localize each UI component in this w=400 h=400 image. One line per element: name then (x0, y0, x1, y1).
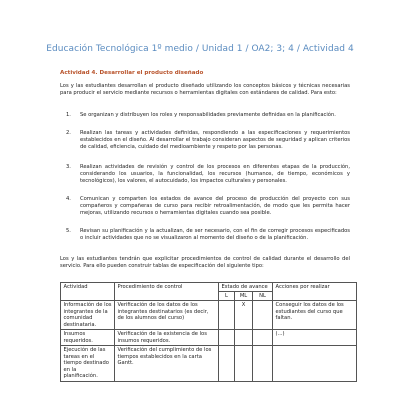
list-item-text: Realizan las tareas y actividades definidas, respondiendo a las especificaciones y requerimientos establecidos en el diseño. Al desarrollar el trabajo consideran aspectos de seguridad y aplican criterios de calidad, eficiencia, cuidado del medioambiente y respeto por las personas. (80, 130, 350, 151)
closing-paragraph: Los y las estudiantes tendrán que explicitar procedimientos de control de calidad durante el desarrollo del servicio. Para ello pueden construir tablas de especificación del siguiente tipo: (60, 256, 350, 270)
steps-list (66, 112, 350, 119)
cell-actions: (...) (273, 330, 357, 346)
cell-status-ml: X (235, 301, 253, 330)
list-item-text: Comunican y comparten los estados de avance del proceso de producción del proyecto con sus compañeros y compañeras de curso para recibir retroalimentación, de modo que les permita hacer mejoras, utilizando recursos o herramientas digitales cuando sea posible. (80, 196, 350, 217)
cell-procedure: Verificación del cumplimiento de los tiempos establecidos en la carta Gantt. (115, 346, 219, 382)
steps-list (66, 164, 350, 185)
list-item-text: Realizan actividades de revisión y control de los procesos en diferentes etapas de la producción, considerando los usuarios, la funcionalidad, los recursos (humanos, de tiempo, económicos y tecnológicos), los valores, el autocuidado, los impactos culturales y personales. (80, 164, 350, 185)
steps-list (66, 196, 350, 217)
cell-activity: Información de los integrantes de la comunidad destinataria. (61, 301, 115, 330)
list-item (66, 228, 350, 242)
table-row (61, 301, 357, 330)
table-row (61, 346, 357, 382)
document-header: Educación Tecnológica 1º medio / Unidad 1 / OA2; 3; 4 / Actividad 4 (46, 44, 354, 54)
specification-table (60, 282, 357, 382)
list-item-number: 1. (66, 112, 71, 118)
cell-status-nl (253, 330, 273, 346)
cell-status-l (219, 301, 235, 330)
header-status-ml: ML (235, 292, 253, 301)
list-item-number: 3. (66, 164, 71, 170)
header-status: Estado de avance (219, 283, 273, 292)
cell-status-nl (253, 346, 273, 382)
activity-title: Actividad 4. Desarrollar el producto diseñado (60, 70, 204, 76)
table-header-row (61, 283, 357, 292)
header-actions: Acciones por realizar (273, 283, 357, 301)
list-item (66, 164, 350, 185)
cell-activity: Insumos requeridos. (61, 330, 115, 346)
cell-activity: Ejecución de las tareas en el tiempo destinado en la planificación. (61, 346, 115, 382)
intro-paragraph: Los y las estudiantes desarrollan el producto diseñado utilizando los conceptos básicos y técnicas necesarias para producir el servicio mediante recursos o herramientas digitales con estándares de calidad. Para esto: (60, 83, 350, 97)
header-status-nl: NL (253, 292, 273, 301)
list-item (66, 196, 350, 217)
cell-procedure: Verificación de la existencia de los insumos requeridos. (115, 330, 219, 346)
cell-actions (273, 346, 357, 382)
cell-status-nl (253, 301, 273, 330)
steps-list (66, 130, 350, 151)
cell-status-ml (235, 346, 253, 382)
cell-status-l (219, 346, 235, 382)
cell-status-l (219, 330, 235, 346)
cell-status-ml (235, 330, 253, 346)
steps-list (66, 228, 350, 242)
list-item-number: 5. (66, 228, 71, 234)
list-item-text: Revisan su planificación y la actualizan, de ser necesario, con el fin de corregir procesos especificados o incluir actividades que no se visualizaron al momento del diseño o de la planificación. (80, 228, 350, 242)
list-item-text: Se organizan y distribuyen los roles y responsabilidades previamente definidas en la planificación. (80, 112, 336, 118)
list-item-number: 2. (66, 130, 71, 136)
cell-actions: Conseguir los datos de los estudiantes del curso que faltan. (273, 301, 357, 330)
header-status-l: L (219, 292, 235, 301)
header-procedure: Procedimiento de control (115, 283, 219, 301)
cell-procedure: Verificación de los datos de los integrantes destinatarios (es decir, de los alumnos del curso) (115, 301, 219, 330)
header-activity: Actividad (61, 283, 115, 301)
table-row (61, 330, 357, 346)
list-item-number: 4. (66, 196, 71, 202)
list-item (66, 130, 350, 151)
list-item (66, 112, 350, 119)
